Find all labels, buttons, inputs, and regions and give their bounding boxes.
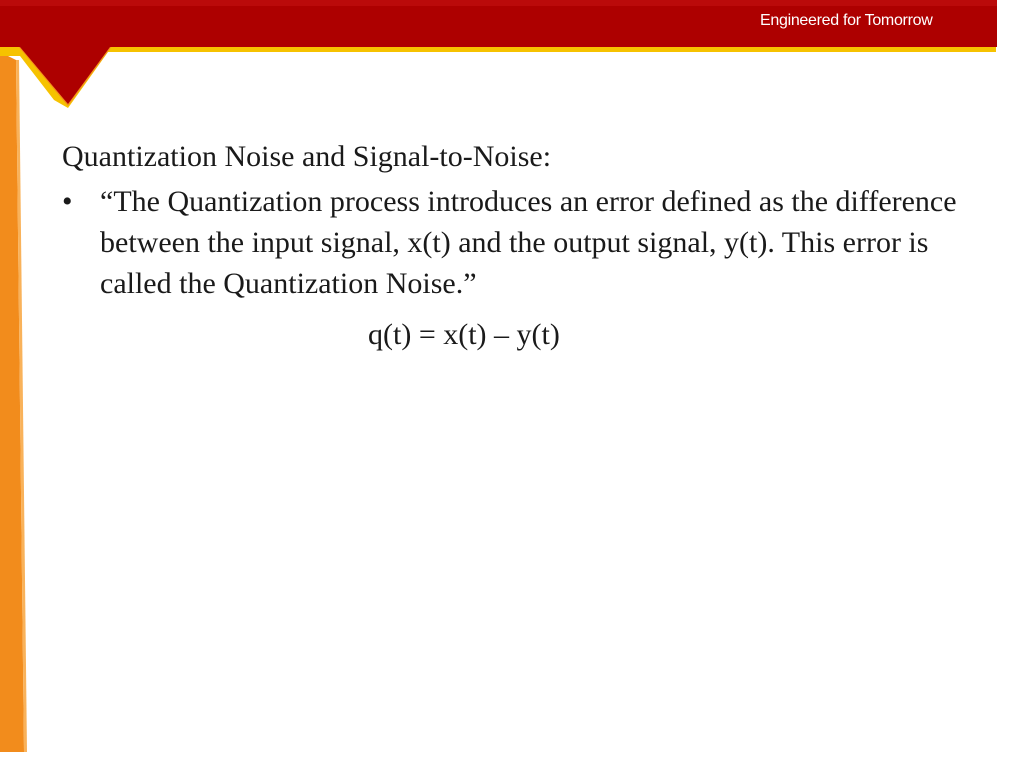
slide-content	[62, 136, 962, 355]
slide-heading: Quantization Noise and Signal-to-Noise:	[62, 140, 552, 173]
banner-red-shade	[0, 0, 997, 6]
bullet-list	[62, 181, 962, 304]
bullet-marker: •	[62, 185, 73, 218]
header-tagline: Engineered for Tomorrow	[760, 12, 933, 29]
bullet-item	[62, 181, 960, 304]
bullet-text: “The Quantization process introduces an error defined as the difference between the input signal, x(t) and the output signal, y(t). This error is called the Quantization Noise.”	[100, 185, 957, 300]
equation: q(t) = x(t) – y(t)	[368, 318, 560, 351]
banner-underline	[0, 46, 996, 108]
